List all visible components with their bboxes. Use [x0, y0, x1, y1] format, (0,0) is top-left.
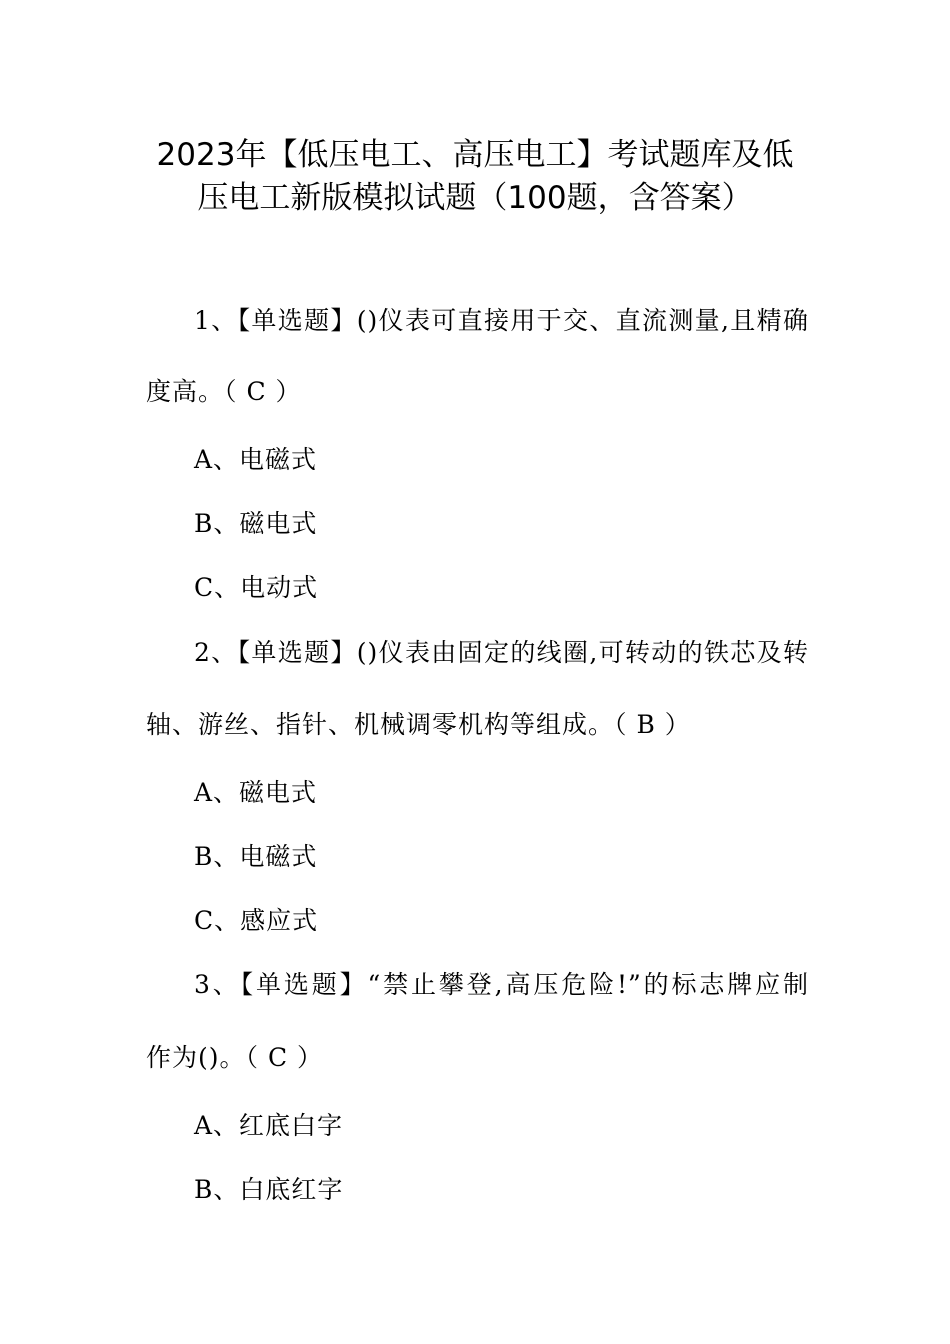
question-1-text: 1、【单选题】()仪表可直接用于交、直流测量,且精确: [194, 306, 809, 335]
question-1-text-cont: 度高。（ C ）: [146, 377, 302, 406]
question-2-option-b: B、电磁式: [194, 842, 318, 871]
question-1-option-b: B、磁电式: [194, 509, 318, 538]
question-3-text-cont: 作为()。（ C ）: [146, 1043, 324, 1072]
question-2-text: 2、【单选题】()仪表由固定的线圈,可转动的铁芯及转: [194, 638, 809, 667]
question-3-option-b: B、白底红字: [194, 1175, 344, 1204]
question-1-option-a: A、电磁式: [194, 445, 318, 474]
question-1-option-c: C、电动式: [194, 573, 319, 602]
question-2-option-a: A、磁电式: [194, 778, 318, 807]
question-3-text: 3、【单选题】“禁止攀登,高压危险!”的标志牌应制: [194, 970, 809, 999]
question-3-option-a: A、红底白字: [194, 1111, 344, 1140]
document-title-line-2: 压电工新版模拟试题（100题，含答案）: [197, 180, 753, 216]
question-2-text-cont: 轴、游丝、指针、机械调零机构等组成。（ B ）: [146, 710, 691, 739]
document-title-line-1: 2023年【低压电工、高压电工】考试题库及低: [156, 137, 794, 173]
question-2-option-c: C、感应式: [194, 906, 319, 935]
